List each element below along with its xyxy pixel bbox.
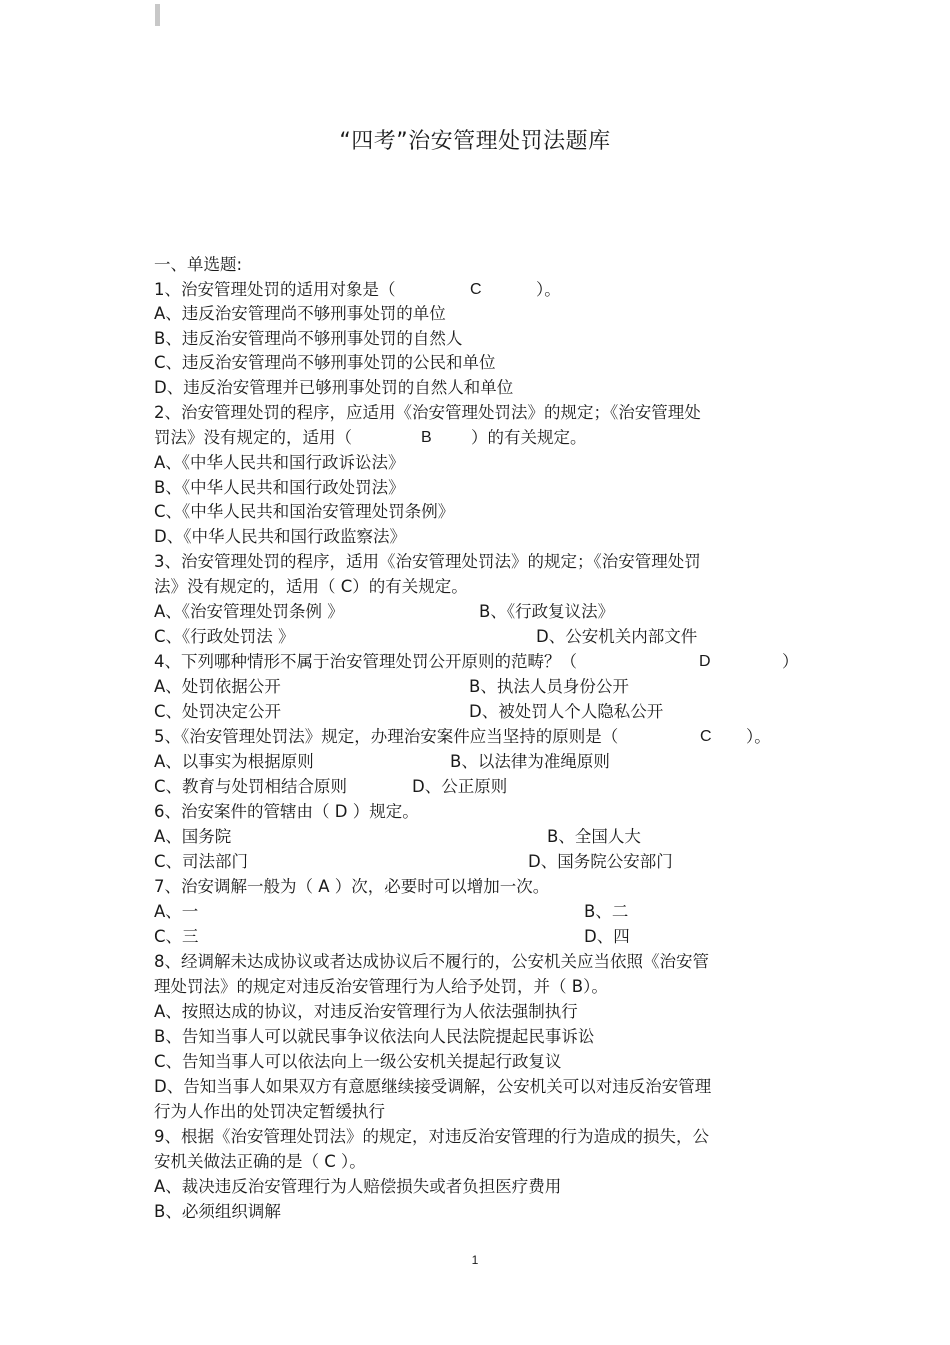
question-9-option-b: B、必须组织调解 — [154, 1202, 281, 1221]
question-8-option-d-line2: 行为人作出的处罚决定暂缓执行 — [154, 1102, 385, 1121]
question-8-option-d-line1: D、告知当事人如果双方有意愿继续接受调解，公安机关可以对违反治安管理 — [154, 1077, 712, 1096]
question-7-option-d: D、四 — [584, 927, 630, 946]
question-2-stem-line1: 2、治安管理处罚的程序，应适用《治安管理处罚法》的规定；《治安管理处 — [154, 403, 701, 422]
question-1-option-b: B、违反治安管理尚不够刑事处罚的自然人 — [154, 329, 463, 348]
question-2-option-b: B、《中华人民共和国行政处罚法》 — [154, 478, 405, 497]
section-heading: 一、单选题: — [154, 255, 243, 274]
question-7-stem: 7、治安调解一般为（ A ）次，必要时可以增加一次。 — [154, 877, 550, 896]
question-5-option-d: D、公正原则 — [412, 777, 508, 796]
question-6-stem: 6、治安案件的管辖由（ D ）规定。 — [154, 802, 419, 821]
question-4-option-b: B、执法人员身份公开 — [469, 677, 629, 696]
scan-mark — [155, 4, 160, 26]
question-5-stem-end: ）。 — [746, 727, 771, 746]
question-8-stem-line2: 理处罚法》的规定对违反治安管理行为人给予处罚，并（ B）。 — [154, 977, 608, 996]
question-2-stem-text: 罚法》没有规定的，适用（ — [154, 428, 352, 447]
question-4-stem-text: 4、下列哪种情形不属于治安管理处罚公开原则的范畴？（ — [154, 652, 577, 671]
question-1-option-d: D、违反治安管理并已够刑事处罚的自然人和单位 — [154, 378, 514, 397]
question-4-stem-end: ） — [782, 652, 799, 671]
question-3-stem-line2: 法》没有规定的，适用（ C）的有关规定。 — [154, 577, 468, 596]
question-3-option-a: A、《治安管理处罚条例 》 — [154, 602, 344, 621]
question-9-stem-line1: 9、根据《治安管理处罚法》的规定，对违反治安管理的行为造成的损失，公 — [154, 1127, 709, 1146]
question-4-answer: D — [699, 653, 711, 670]
question-1-stem-end: ）。 — [536, 280, 561, 299]
question-5-option-c: C、教育与处罚相结合原则 — [154, 777, 348, 796]
question-2-option-a: A、《中华人民共和国行政诉讼法》 — [154, 453, 405, 472]
question-7-option-b: B、二 — [584, 902, 629, 921]
question-2-stem-end: ）的有关规定。 — [471, 428, 587, 447]
question-9-option-a: A、裁决违反治安管理行为人赔偿损失或者负担医疗费用 — [154, 1177, 562, 1196]
page-number: 1 — [471, 1253, 479, 1267]
question-1-option-a: A、违反治安管理尚不够刑事处罚的单位 — [154, 304, 446, 323]
question-7-option-a: A、一 — [154, 902, 199, 921]
question-3-stem-line1: 3、治安管理处罚的程序，适用《治安管理处罚法》的规定；《治安管理处罚 — [154, 552, 701, 571]
question-8-option-b: B、告知当事人可以就民事争议依法向人民法院提起民事诉讼 — [154, 1027, 595, 1046]
question-6-option-d: D、国务院公安部门 — [528, 852, 673, 871]
question-5-option-a: A、以事实为根据原则 — [154, 752, 314, 771]
question-2-option-c: C、《中华人民共和国治安管理处罚条例》 — [154, 502, 455, 521]
question-1-stem-text: 1、治安管理处罚的适用对象是（ — [154, 280, 396, 299]
question-2-answer: B — [421, 429, 432, 446]
question-5-option-b: B、以法律为准绳原则 — [450, 752, 610, 771]
question-1-answer: C — [470, 281, 482, 298]
question-1-option-c: C、违反治安管理尚不够刑事处罚的公民和单位 — [154, 353, 496, 372]
question-3-option-b: B、《行政复议法》 — [479, 602, 615, 621]
question-5-answer: C — [700, 728, 712, 745]
question-2-option-d: D、《中华人民共和国行政监察法》 — [154, 527, 406, 546]
question-8-stem-line1: 8、经调解未达成协议或者达成协议后不履行的，公安机关应当依照《治安管 — [154, 952, 709, 971]
question-6-option-b: B、全国人大 — [547, 827, 641, 846]
question-3-option-c: C、《行政处罚法 》 — [154, 627, 295, 646]
document-title: “四考”治安管理处罚法题库 — [339, 129, 611, 154]
question-6-option-a: A、国务院 — [154, 827, 232, 846]
question-8-option-c: C、告知当事人可以依法向上一级公安机关提起行政复议 — [154, 1052, 562, 1071]
question-4-option-a: A、处罚依据公开 — [154, 677, 281, 696]
question-4-option-c: C、处罚决定公开 — [154, 702, 282, 721]
question-5-stem-text: 5、《治安管理处罚法》规定，办理治安案件应当坚持的原则是（ — [154, 727, 619, 746]
question-3-option-d: D、公安机关内部文件 — [536, 627, 698, 646]
question-7-option-c: C、三 — [154, 927, 199, 946]
question-4-option-d: D、被处罚人个人隐私公开 — [469, 702, 664, 721]
question-9-stem-line2: 安机关做法正确的是（ C ）。 — [154, 1152, 366, 1171]
question-8-option-a: A、按照达成的协议，对违反治安管理行为人依法强制执行 — [154, 1002, 578, 1021]
question-6-option-c: C、司法部门 — [154, 852, 249, 871]
